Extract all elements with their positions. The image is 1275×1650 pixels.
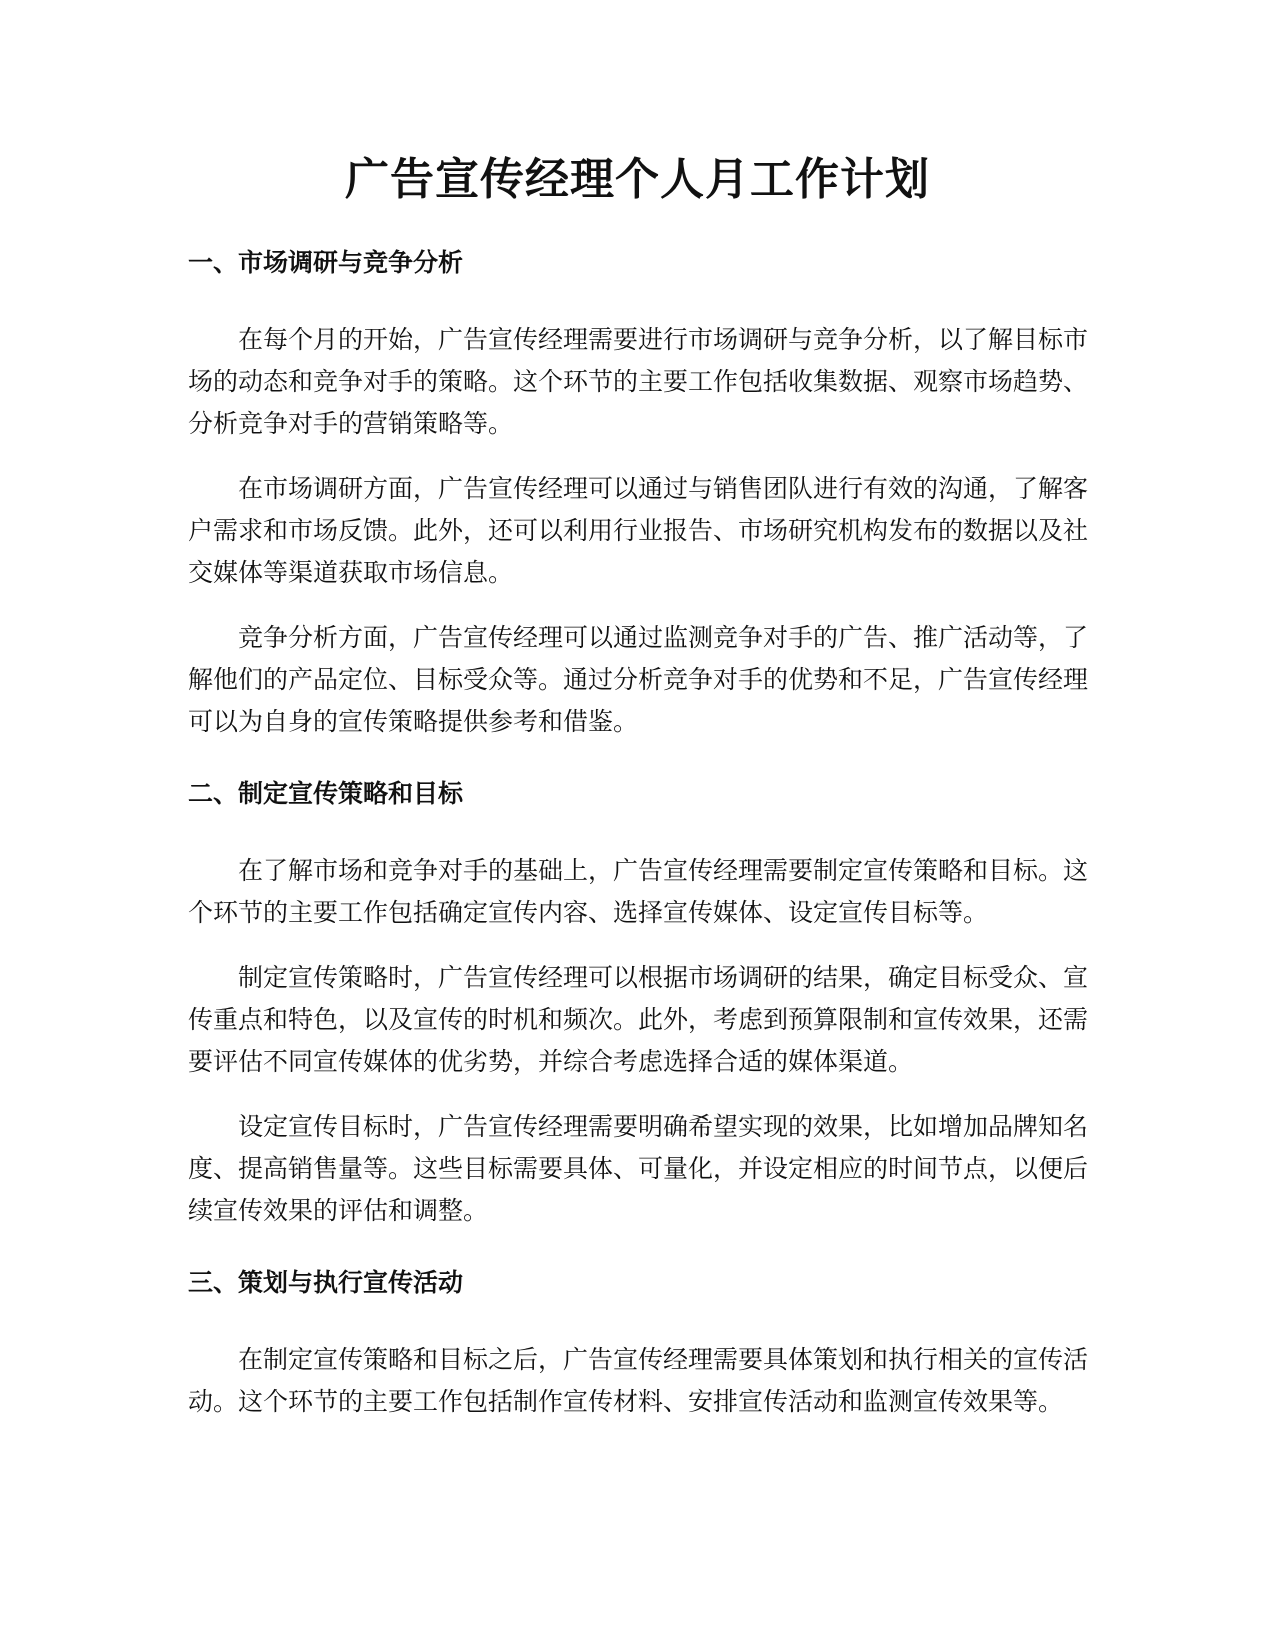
body-paragraph: 在市场调研方面，广告宣传经理可以通过与销售团队进行有效的沟通，了解客户需求和市场反馈。此外，还可以利用行业报告、市场研究机构发布的数据以及社交媒体等渠道获取市场信息。 xyxy=(188,474,1089,587)
body-paragraph: 在每个月的开始，广告宣传经理需要进行市场调研与竞争分析，以了解目标市场的动态和竞争对手的策略。这个环节的主要工作包括收集数据、观察市场趋势、分析竞争对手的营销策略等。 xyxy=(188,325,1089,438)
section-heading: 一、市场调研与竞争分析 xyxy=(188,248,464,277)
document-body xyxy=(188,242,1088,1423)
body-paragraph: 制定宣传策略时，广告宣传经理可以根据市场调研的结果，确定目标受众、宣传重点和特色，以及宣传的时机和频次。此外，考虑到预算限制和宣传效果，还需要评估不同宣传媒体的优劣势，并综合考虑选择合适的媒体渠道。 xyxy=(188,963,1089,1076)
body-paragraph: 在制定宣传策略和目标之后，广告宣传经理需要具体策划和执行相关的宣传活动。这个环节的主要工作包括制作宣传材料、安排宣传活动和监测宣传效果等。 xyxy=(188,1345,1089,1416)
document-title: 广告宣传经理个人月工作计划 xyxy=(345,154,930,205)
body-paragraph: 竞争分析方面，广告宣传经理可以通过监测竞争对手的广告、推广活动等，了解他们的产品定位、目标受众等。通过分析竞争对手的优势和不足，广告宣传经理可以为自身的宣传策略提供参考和借鉴。 xyxy=(188,623,1089,736)
section-heading: 三、策划与执行宣传活动 xyxy=(188,1268,464,1297)
body-paragraph: 在了解市场和竞争对手的基础上，广告宣传经理需要制定宣传策略和目标。这个环节的主要工作包括确定宣传内容、选择宣传媒体、设定宣传目标等。 xyxy=(188,856,1089,927)
body-paragraph: 设定宣传目标时，广告宣传经理需要明确希望实现的效果，比如增加品牌知名度、提高销售量等。这些目标需要具体、可量化，并设定相应的时间节点，以便后续宣传效果的评估和调整。 xyxy=(188,1112,1089,1225)
section-heading: 二、制定宣传策略和目标 xyxy=(188,779,464,808)
